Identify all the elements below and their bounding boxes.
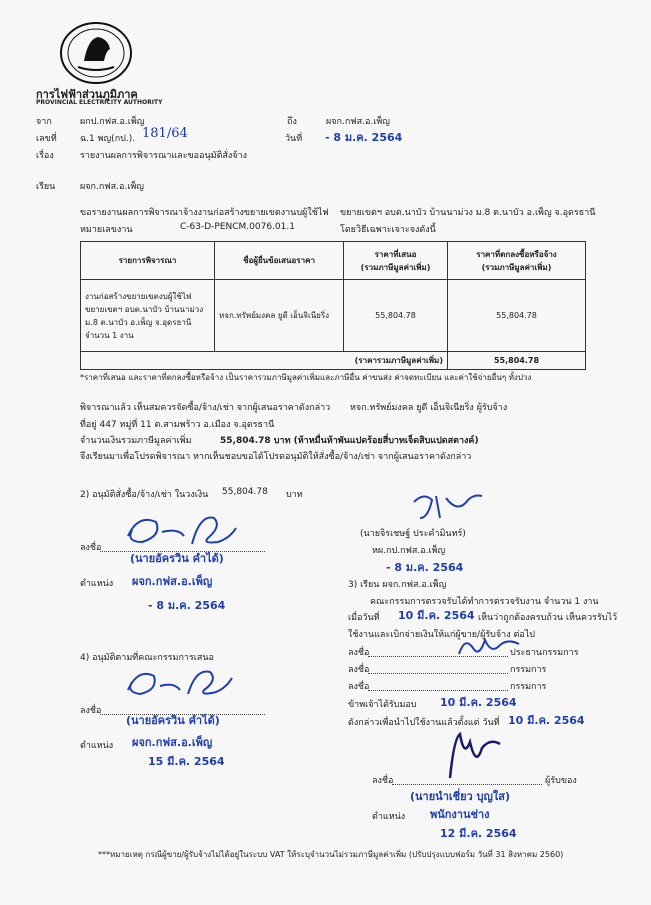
table-header-row <box>81 242 586 280</box>
requester-signature <box>408 488 488 528</box>
approver-position-4: ผจก.กฟส.อ.เพ็ญ <box>132 736 213 749</box>
item-line: ขยายเขตฯ อบต.นาบัว บ้านนาม่วง <box>85 304 204 314</box>
section3-line2-post: เห็นว่าถูกต้องครบถ้วน เห็นควรรับไว้ <box>478 613 618 623</box>
item-cell <box>81 280 215 352</box>
col-item-header: รายการพิจารณา <box>81 242 215 280</box>
approver-position-2: ผจก.กฟส.อ.เพ็ญ <box>132 575 213 588</box>
date-label: วันที่ <box>285 134 303 144</box>
subject-label: เรื่อง <box>36 151 54 161</box>
from-value: ผกป.กฟส.อ.เพ็ญ <box>80 117 145 127</box>
col-agreed-title: ราคาที่ตกลงซื้อหรือจ้าง <box>476 249 557 259</box>
job-no-label: หมายเลขงาน <box>80 225 133 235</box>
contractor-line: หจก.ทรัพย์มงคล ยูดี เอ็นจิเนียริ่ง ผู้รับจ้าง <box>350 403 508 413</box>
dear-value: ผจก.กฟส.อ.เพ็ญ <box>80 182 144 192</box>
request-line: จึงเรียนมาเพื่อโปรดพิจารณา หากเห็นชอบขอได้โปรดอนุมัติให้สั่งซื้อ/จ้าง/เช่า จากผู้เสนอราคาดังกล่าว <box>80 452 472 462</box>
job-no-value: C-63-D-PENCM.0076.01.1 <box>180 222 295 232</box>
section3-line3: ใช้งานและเบิกจ่ายเงินให้แก่ผู้ขาย/ผู้รับจ้าง ต่อไป <box>348 630 535 640</box>
amount-value: 55,804.78 บาท (ห้าหมื่นห้าพันแปดร้อยสี่บาทเจ็ดสิบแปดสตางค์) <box>220 436 479 446</box>
org-name-th: การไฟฟ้าส่วนภูมิภาค <box>36 88 138 101</box>
signature-line <box>368 645 508 657</box>
received-date: 10 มี.ค. 2564 <box>440 696 517 709</box>
approve-unit: บาท <box>286 490 303 500</box>
owner-label: ผู้รับของ <box>545 776 577 786</box>
use-date: 10 มี.ค. 2564 <box>508 714 585 727</box>
requester-date: - 8 ม.ค. 2564 <box>386 561 464 574</box>
item-line: งานก่อสร้างขยายเขตงบผู้ใช้ไฟ <box>85 291 192 301</box>
date-value: - 8 ม.ค. 2564 <box>325 131 403 144</box>
signature-line <box>392 773 542 785</box>
sign-label-member2: ลงชื่อ <box>348 682 370 692</box>
method: โดยวิธีเฉพาะเจาะจงดังนี้ <box>340 225 436 235</box>
footer-note: ***หมายเหตุ กรณีผู้ขาย/ผู้รับจ้างไม่ได้อยู่ในระบบ VAT ให้ระบุจำนวนไม่รวมภาษีมูลค่าเพิ่ม (ปรับปรุงแบบฟอร์ม วันที่ 31 สิงหาคม 2560) <box>98 850 564 859</box>
approve-amount: 55,804.78 <box>222 487 268 497</box>
agreed-cell: 55,804.78 <box>448 280 586 352</box>
table-row <box>81 280 586 352</box>
use-label: ดังกล่าวเพื่อนำไปใช้งานแล้วตั้งแต่ วันที่ <box>348 718 500 728</box>
subject-value: รายงานผลการพิจารณาและขออนุมัติสั่งจ้าง <box>80 151 248 161</box>
table-total-row <box>81 352 586 370</box>
intro-line1b: ขยายเขตฯ อบต.นาบัว บ้านนาม่วง ม.8 ต.นาบัว อ.เพ็ญ จ.อุดรธานี <box>340 208 596 218</box>
quotation-table <box>80 241 586 370</box>
col-offer-sub: (รวมภาษีมูลค่าเพิ่ม) <box>360 262 431 272</box>
chair-label: ประธานกรรมการ <box>510 648 579 658</box>
consider-line: พิจารณาแล้ว เห็นสมควรจัดซื้อ/จ้าง/เช่า จากผู้เสนอราคาดังกล่าว <box>80 403 331 413</box>
section3-heading: 3) เรียน ผจก.กฟส.อ.เพ็ญ <box>348 580 447 590</box>
approver-name-2: (นายอัครวิน คำได้) <box>130 552 224 565</box>
total-value: 55,804.78 <box>448 352 586 370</box>
requester-position: หผ.กป.กฟส.อ.เพ็ญ <box>372 546 446 556</box>
owner-name: (นายนำเชี่ยว บุญใส) <box>410 790 511 803</box>
owner-position-label: ตำแหน่ง <box>372 812 406 822</box>
inspection-date: 10 มี.ค. 2564 <box>398 609 475 622</box>
approve-text: 2) อนุมัติสั่งซื้อ/จ้าง/เช่า ในวงเงิน <box>80 490 209 500</box>
no-label: เลขที่ <box>36 134 57 144</box>
offer-cell: 55,804.78 <box>344 280 448 352</box>
owner-date: 12 มี.ค. 2564 <box>440 827 517 840</box>
received-label: ข้าพเจ้าได้รับมอบ <box>348 700 417 710</box>
position-label-2: ตำแหน่ง <box>80 579 114 589</box>
from-label: จาก <box>36 117 52 127</box>
sign-label-member1: ลงชื่อ <box>348 665 370 675</box>
sign-label-owner: ลงชื่อ <box>372 776 394 786</box>
signature-line <box>368 662 508 674</box>
price-note: *ราคาที่เสนอ และราคาที่ตกลงซื้อหรือจ้าง เป็นราคารวมภาษีมูลค่าเพิ่มและภาษีอื่น ค่าขนส่ง ค่าจดทะเบียน และค่าใช้จ่ายอื่นๆ ทั้งปวง <box>80 373 532 382</box>
sign-label-chair: ลงชื่อ <box>348 648 370 658</box>
manager-signature-2 <box>118 660 238 705</box>
sign-label-4: ลงชื่อ <box>80 706 102 716</box>
to-label: ถึง <box>287 117 297 127</box>
requester-name: (นายจิรเชษฐ์ ประคำมินทร์) <box>360 529 466 539</box>
item-line: ม.8 ต.นาบัว อ.เพ็ญ จ.อุดรธานี <box>85 317 192 327</box>
org-name-en: PROVINCIAL ELECTRICITY AUTHORITY <box>36 99 163 106</box>
no-handwritten: 181/64 <box>142 126 188 141</box>
sign-label-2: ลงชื่อ <box>80 543 102 553</box>
section4-heading: 4) อนุมัติตามที่คณะกรรมการเสนอ <box>80 653 214 663</box>
position-label-4: ตำแหน่ง <box>80 741 114 751</box>
total-label: (ราคารวมภาษีมูลค่าเพิ่ม) <box>81 352 448 370</box>
col-offer-header <box>344 242 448 280</box>
col-bidder-header: ชื่อผู้ยื่นข้อเสนอราคา <box>215 242 344 280</box>
col-offer-title: ราคาที่เสนอ <box>374 249 417 259</box>
to-value: ผจก.กฟส.อ.เพ็ญ <box>326 117 390 127</box>
dear-label: เรียน <box>36 182 56 192</box>
signature-line <box>368 679 508 691</box>
approve-date-4: 15 มี.ค. 2564 <box>148 755 225 768</box>
pea-logo <box>58 21 134 85</box>
approver-name-4: (นายอัครวิน คำได้) <box>126 714 220 727</box>
section3-line2-pre: เมื่อวันที่ <box>348 613 380 623</box>
no-value: ฉ.1 พญ(กป.). <box>80 134 136 144</box>
section3-line1: คณะกรรมการตรวจรับได้ทำการตรวจรับงาน จำนวน 1 งาน <box>370 597 599 607</box>
owner-position: พนักงานช่าง <box>430 808 490 821</box>
col-agreed-sub: (รวมภาษีมูลค่าเพิ่ม) <box>481 262 552 272</box>
member2-label: กรรมการ <box>510 682 547 692</box>
item-line: จำนวน 1 งาน <box>85 330 134 340</box>
bidder-cell: หจก.ทรัพย์มงคล ยูดี เอ็นจิเนียริ่ง <box>215 280 344 352</box>
address-line: ที่อยู่ 447 หมู่ที่ 11 ต.สามพร้าว อ.เมือง จ.อุดรธานี <box>80 420 275 430</box>
intro-line1: ขอรายงานผลการพิจารณาจ้างงานก่อสร้างขยายเขตงานบผู้ใช้ไฟ <box>80 208 329 218</box>
col-agreed-header <box>448 242 586 280</box>
member1-label: กรรมการ <box>510 665 547 675</box>
amount-label: จำนวนเงินรวมภาษีมูลค่าเพิ่ม <box>80 436 192 446</box>
approve-date-2: - 8 ม.ค. 2564 <box>148 599 226 612</box>
